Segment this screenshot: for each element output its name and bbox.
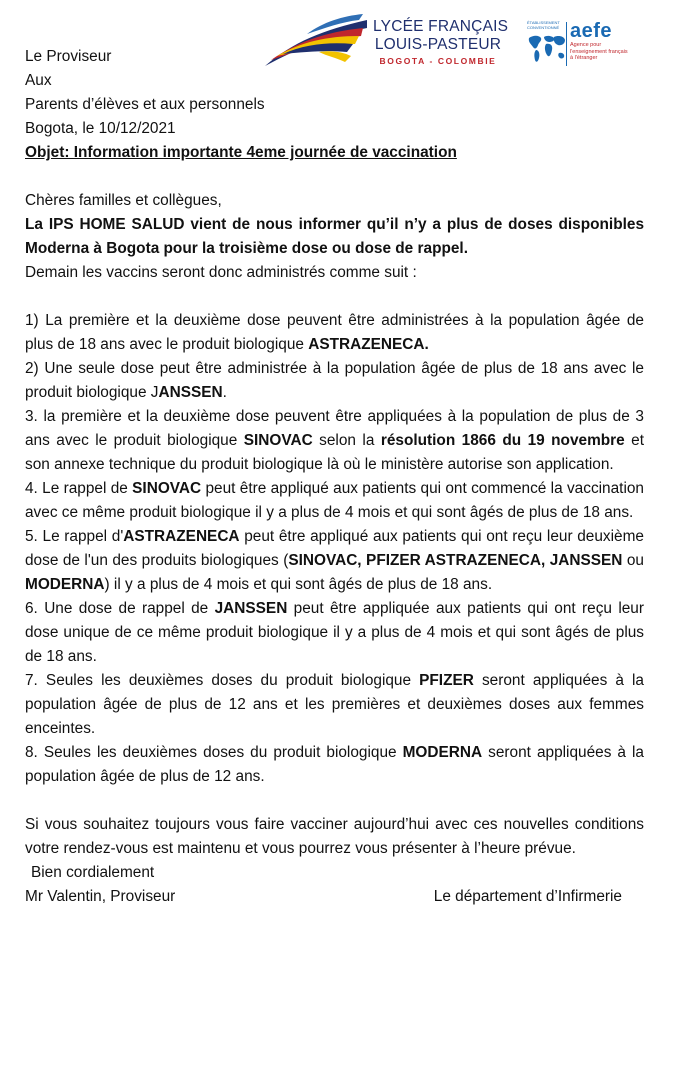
bold-run: SINOVAC, PFIZER ASTRAZENECA, JANSSEN xyxy=(288,552,623,569)
subject-line: Objet: Information importante 4eme journée de vaccination xyxy=(25,144,457,161)
intro: Demain les vaccins seront donc administrés comme suit : xyxy=(25,264,417,281)
bold-run: MODERNA xyxy=(402,744,483,761)
place-date: Bogota, le 10/12/2021 xyxy=(25,120,176,137)
etablissement-line1: ÉTABLISSEMENT xyxy=(527,20,560,25)
text-run: 2) Une seule dose peut être administrée à la population âgée de plus de 18 ans avec le produit biologique J xyxy=(25,360,644,401)
letter xyxy=(25,45,644,909)
regards: Bien cordialement xyxy=(31,864,155,881)
text-run: 5. Le rappel d' xyxy=(25,528,124,545)
letter-header xyxy=(25,45,644,165)
text-run: 1) La première et la deuxième dose peuvent être administrées à la population âgée de plus de 18 ans avec le produit biologique xyxy=(25,312,644,353)
signature-left: Mr Valentin, Proviseur xyxy=(25,888,176,905)
text-run: 7. Seules les deuxièmes doses du produit biologique xyxy=(25,672,420,689)
text-run: ou xyxy=(622,552,644,569)
list-item xyxy=(25,741,644,789)
text-run: . xyxy=(222,384,227,401)
bold-run: ASTRAZENECA. xyxy=(308,336,429,353)
text-run: 3. la première et la deuxième dose peuvent être appliquées à la population de plus de 3 ans avec le produit biologique xyxy=(25,408,644,449)
aefe-tagline-3: à l'étranger xyxy=(570,55,598,61)
list-item xyxy=(25,309,644,357)
bold-run: MODERNA xyxy=(25,576,105,593)
signature-row xyxy=(25,885,644,909)
vaccination-items xyxy=(25,309,644,789)
list-item xyxy=(25,525,644,597)
aefe-tagline-2: l'enseignement français xyxy=(570,48,628,55)
bold-run: SINOVAC xyxy=(243,432,313,449)
text-run: peut être appliqué aux patients qui ont commencé la vaccination avec ce même produit biologique il y a plus de 4 mois et qui sont âgés de plus de 18 ans. xyxy=(25,480,644,521)
etablissement-line2: CONVENTIONNÉ xyxy=(527,24,560,30)
text-run: seront appliquées à la population âgée de plus de 12 ans et les premières et deuxièmes doses aux femmes enceintes. xyxy=(25,672,644,737)
text-run: selon la xyxy=(312,432,381,449)
list-item xyxy=(25,405,644,477)
to-label: Aux xyxy=(25,72,52,89)
text-run: et son annexe technique du produit biologique là où le ministère autorise son application. xyxy=(25,432,644,473)
list-item xyxy=(25,669,644,741)
aefe-tagline-1: Agence pour xyxy=(570,42,602,48)
text-run: 6. Une dose de rappel de xyxy=(25,600,215,617)
list-item xyxy=(25,357,644,405)
sender: Le Proviseur xyxy=(25,48,112,65)
lycee-name-line2: LOUIS-PASTEUR xyxy=(374,36,502,53)
list-item xyxy=(25,477,644,525)
bold-run: ASTRAZENECA xyxy=(123,528,240,545)
signature-right: Le département d’Infirmerie xyxy=(433,888,622,905)
lycee-name-line1: LYCÉE FRANÇAIS xyxy=(373,18,509,35)
aefe-wordmark: aefe xyxy=(570,20,613,42)
recipients: Parents d’élèves et aux personnels xyxy=(25,96,265,113)
announcement: La IPS HOME SALUD vient de nous informer qu’il n’y a plus de doses disponibles Moderna à Bogota pour la troisième dose ou dose de rappel. xyxy=(25,216,644,257)
list-item xyxy=(25,597,644,669)
text-run: 8. Seules les deuxièmes doses du produit biologique xyxy=(25,744,403,761)
text-run: 4. Le rappel de xyxy=(25,480,133,497)
lycee-location: BOGOTA - COLOMBIE xyxy=(379,56,497,66)
text-run: seront appliquées à la population âgée de plus de 12 ans. xyxy=(25,744,644,785)
text-run: ) il y a plus de 4 mois et qui sont âgés de plus de 18 ans. xyxy=(104,576,493,593)
bold-run: ANSSEN xyxy=(158,384,223,401)
closing-paragraph: Si vous souhaitez toujours vous faire vacciner aujourd’hui avec ces nouvelles conditions votre rendez-vous est maintenu et vous pourrez vous présenter à l’heure prévue. xyxy=(25,816,644,857)
text-run: peut être appliquée aux patients qui ont reçu leur dose unique de ce même produit biologique il y a plus de 4 mois et qui sont âgés de plus de 18 ans. xyxy=(25,600,644,665)
bold-run: SINOVAC xyxy=(132,480,202,497)
bold-run: résolution 1866 du 19 novembre xyxy=(380,432,625,449)
greeting: Chères familles et collègues, xyxy=(25,192,222,209)
bold-run: PFIZER xyxy=(419,672,474,689)
text-run: peut être appliqué aux patients qui ont reçu leur deuxième dose de l'un des produits biologiques ( xyxy=(25,528,644,569)
bold-run: JANSSEN xyxy=(214,600,288,617)
